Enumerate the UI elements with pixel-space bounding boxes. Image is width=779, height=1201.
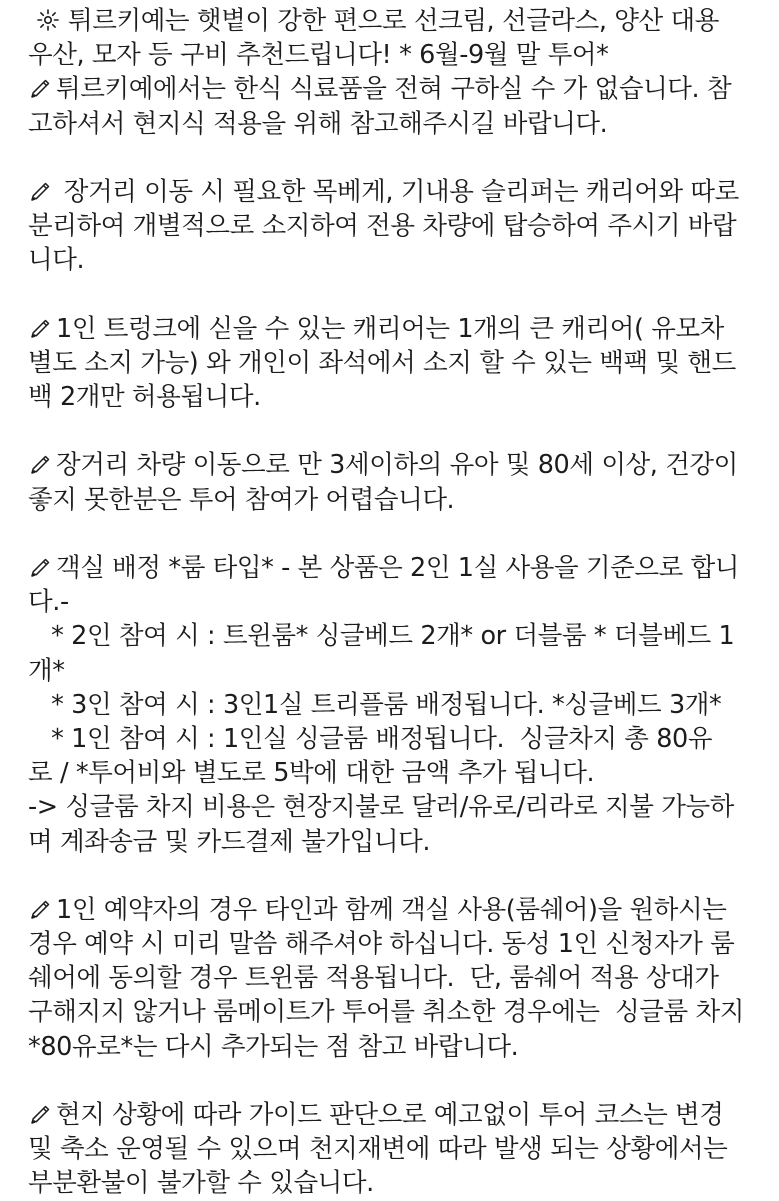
room-notice-line-4: 개* (28, 655, 65, 686)
room-notice-line-3: * 2인 참여 시 : 트윈룸* 싱글베드 2개* or 더블룸 * 더블베드 1 (28, 621, 735, 652)
notice-body (28, 4, 758, 1201)
roomshare-notice-line-2: 경우 예약 시 미리 말씀 해주셔야 하십니다. 동성 1인 신청자가 룸 (28, 929, 735, 960)
pencil-icon (28, 316, 52, 340)
pencil-icon (28, 897, 52, 921)
pencil-icon (28, 555, 52, 579)
luggage-notice-text: 1인 트렁크에 싣을 수 있는 캐리어는 1개의 큰 캐리어( 유모차 (56, 313, 724, 344)
roomshare-notice-text: 1인 예약자의 경우 타인과 함께 객실 사용(룸쉐어)을 원하시는 (56, 894, 727, 925)
spacer (28, 1064, 758, 1098)
spacer (28, 517, 758, 551)
luggage-notice-line-3: 백 2개만 허용됩니다. (28, 382, 261, 413)
room-notice-line-2: 다.- (28, 587, 69, 618)
roomshare-notice-line-1 (28, 893, 758, 927)
room-notice-line-1 (28, 551, 758, 585)
age-notice-text: 장거리 차량 이동으로 만 3세이하의 유아 및 80세 이상, 건강이 (56, 450, 738, 481)
travel-notice-line-3: 니다. (28, 245, 85, 276)
course-notice-line-2: 및 축소 운영될 수 있으며 천지재변에 따라 발생 되는 상황에서는 (28, 1134, 728, 1165)
sun-icon (36, 8, 60, 32)
travel-notice-line-2: 분리하여 개별적으로 소지하여 전용 차량에 탑승하여 주시기 바랍 (28, 211, 737, 242)
food-notice-line-2: 고하셔서 현지식 적용을 위해 참고해주시길 바랍니다. (28, 108, 608, 139)
travel-notice-line-1 (28, 175, 758, 209)
food-notice-text: 튀르키예에서는 한식 식료품을 전혀 구하실 수 가 없습니다. 참 (56, 74, 732, 105)
sun-notice-line-1 (28, 4, 758, 38)
spacer (28, 141, 758, 175)
pencil-icon (28, 452, 52, 476)
roomshare-notice-line-5: *80유로*는 다시 추가되는 점 참고 바랍니다. (28, 1031, 519, 1062)
spacer (28, 414, 758, 448)
pencil-icon (28, 1102, 52, 1126)
sun-notice-line-2: 우산, 모자 등 구비 추천드립니다! * 6월-9월 말 투어* (28, 40, 609, 71)
travel-notice-text: 장거리 이동 시 필요한 목베게, 기내용 슬리퍼는 캐리어와 따로 (63, 176, 739, 207)
sun-notice-text: 튀르키예는 햇볕이 강한 편으로 선크림, 선글라스, 양산 대용 (68, 6, 719, 36)
luggage-notice-line-2: 별도 소지 가능) 와 개인이 좌석에서 소지 할 수 있는 백팩 및 핸드 (28, 347, 736, 378)
room-notice-line-6: * 1인 참여 시 : 1인실 싱글룸 배정됩니다. 싱글차지 총 80유 (28, 723, 713, 754)
luggage-notice-line-1 (28, 312, 758, 346)
course-notice-line-3: 부분환불이 불가할 수 있습니다. (28, 1168, 374, 1199)
room-notice-line-8: -> 싱글룸 차지 비용은 현장지불로 달러/유로/리라로 지불 가능하 (28, 792, 734, 823)
pencil-icon (28, 76, 52, 100)
age-notice-line-2: 좋지 못한분은 투어 참여가 어렵습니다. (28, 484, 455, 515)
roomshare-notice-line-4: 구해지지 않거나 룸메이트가 투어를 취소한 경우에는 싱글룸 차지 (28, 997, 744, 1028)
spacer (28, 278, 758, 312)
pencil-icon (28, 179, 52, 203)
room-notice-line-9: 며 계좌송금 및 카드결제 불가입니다. (28, 826, 431, 857)
room-notice-line-5: * 3인 참여 시 : 3인1실 트리플룸 배정됩니다. *싱글베드 3개* (28, 689, 722, 720)
room-notice-text: 객실 배정 *룸 타입* - 본 상품은 2인 1실 사용을 기준으로 합니 (56, 553, 740, 583)
age-notice-line-1 (28, 448, 758, 482)
course-notice-line-1 (28, 1098, 758, 1132)
food-notice-line-1 (28, 72, 758, 106)
room-notice-line-7: 로 / *투어비와 별도로 5박에 대한 금액 추가 됩니다. (28, 758, 595, 789)
course-notice-text: 현지 상황에 따라 가이드 판단으로 예고없이 투어 코스는 변경 (56, 1100, 724, 1130)
spacer (28, 859, 758, 893)
roomshare-notice-line-3: 쉐어에 동의할 경우 트윈룸 적용됩니다. 단, 룸쉐어 적용 상대가 (28, 963, 719, 994)
